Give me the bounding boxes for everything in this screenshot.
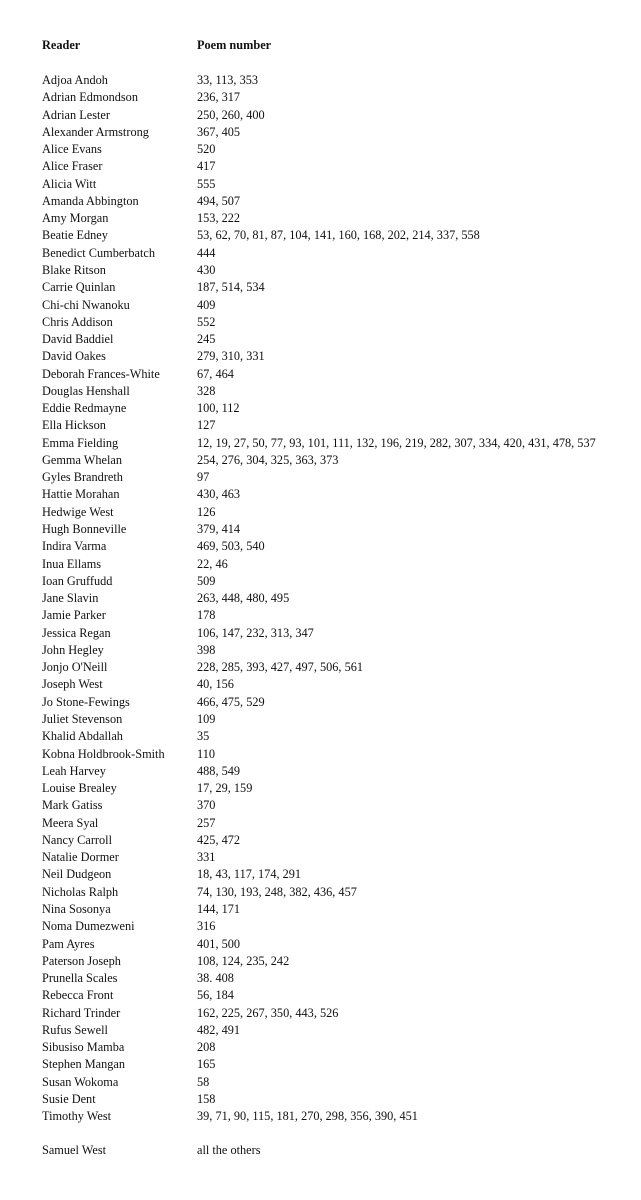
- table-row: [0, 141, 641, 158]
- poem-numbers: 250, 260, 400: [197, 107, 265, 122]
- poem-numbers: 469, 503, 540: [197, 539, 265, 554]
- reader-name: Hedwige West: [42, 504, 114, 519]
- poem-numbers: 39, 71, 90, 115, 181, 270, 298, 356, 390, 451: [197, 1109, 418, 1124]
- poem-numbers: 398: [197, 642, 216, 657]
- poem-numbers: 126: [197, 504, 216, 519]
- table-row: [0, 1005, 641, 1022]
- reader-name: Paterson Joseph: [42, 953, 121, 968]
- reader-name: Douglas Henshall: [42, 383, 130, 398]
- poem-numbers: 100, 112: [197, 401, 240, 416]
- poem-numbers: 110: [197, 746, 215, 761]
- table-row: [0, 158, 641, 175]
- reader-name: Stephen Mangan: [42, 1057, 125, 1072]
- reader-name: Susan Wokoma: [42, 1074, 119, 1089]
- reader-name: David Baddiel: [42, 332, 114, 347]
- reader-name: Kobna Holdbrook-Smith: [42, 746, 165, 761]
- poem-numbers: 409: [197, 297, 216, 312]
- table-row: [0, 901, 641, 918]
- reader-name: Nina Sosonya: [42, 901, 111, 916]
- poem-numbers: 379, 414: [197, 522, 241, 537]
- reader-name: Noma Dumezweni: [42, 919, 135, 934]
- reader-name: Susie Dent: [42, 1091, 96, 1106]
- reader-name: Ioan Gruffudd: [42, 573, 113, 588]
- table-row: [0, 815, 641, 832]
- table-row: [0, 124, 641, 141]
- table-row: [0, 417, 641, 434]
- poem-numbers: 494, 507: [197, 193, 241, 208]
- footer-reader-name: Samuel West: [42, 1143, 107, 1157]
- table-row: [0, 452, 641, 469]
- poem-numbers: 58: [197, 1074, 210, 1089]
- table-row: [0, 659, 641, 676]
- poem-numbers: 40, 156: [197, 677, 234, 692]
- poem-numbers: 236, 317: [197, 90, 241, 105]
- reader-name: Benedict Cumberbatch: [42, 245, 156, 260]
- poem-numbers: 109: [197, 711, 216, 726]
- poem-numbers: 555: [197, 176, 216, 191]
- reader-name: Blake Ritson: [42, 262, 106, 277]
- table-row: [0, 746, 641, 763]
- poem-numbers: 520: [197, 142, 216, 157]
- table-row: [0, 797, 641, 814]
- poem-numbers: 257: [197, 815, 216, 830]
- poem-numbers: 509: [197, 573, 216, 588]
- poem-numbers: 97: [197, 470, 210, 485]
- poem-numbers: 153, 222: [197, 211, 241, 226]
- poem-numbers: 158: [197, 1091, 216, 1106]
- reader-column-header: Reader: [42, 38, 81, 52]
- poem-numbers: 263, 448, 480, 495: [197, 591, 290, 606]
- table-row: [0, 590, 641, 607]
- reader-name: Jo Stone-Fewings: [42, 694, 130, 709]
- poem-numbers: 328: [197, 383, 216, 398]
- reader-name: Inua Ellams: [42, 556, 102, 571]
- poem-numbers: 482, 491: [197, 1022, 241, 1037]
- table-row: [0, 832, 641, 849]
- table-row: [0, 970, 641, 987]
- poem-numbers: 35: [197, 729, 210, 744]
- table-row: [0, 193, 641, 210]
- table-row: [0, 348, 641, 365]
- table-row: [0, 245, 641, 262]
- reader-name: Natalie Dormer: [42, 850, 119, 865]
- poem-numbers: 245: [197, 332, 216, 347]
- reader-name: Richard Trinder: [42, 1005, 121, 1020]
- table-row: [0, 1074, 641, 1091]
- reader-name: Gemma Whelan: [42, 452, 123, 467]
- reader-name: Rebecca Front: [42, 988, 114, 1003]
- table-header: [0, 37, 641, 54]
- table-row: [0, 366, 641, 383]
- table-row: [0, 469, 641, 486]
- reader-name: Indira Varma: [42, 539, 107, 554]
- poem-numbers: 367, 405: [197, 124, 241, 139]
- reader-name: Nicholas Ralph: [42, 884, 119, 899]
- poem-numbers: 22, 46: [197, 556, 228, 571]
- footer-row: [0, 1142, 641, 1159]
- reader-name: Alice Fraser: [42, 159, 103, 174]
- reader-name: Alice Evans: [42, 142, 102, 157]
- poem-numbers: 165: [197, 1057, 216, 1072]
- table-row: [0, 849, 641, 866]
- table-row: [0, 1108, 641, 1125]
- poem-numbers: 370: [197, 798, 216, 813]
- table-row: [0, 314, 641, 331]
- table-row: [0, 521, 641, 538]
- reader-name: Jonjo O'Neill: [42, 660, 108, 675]
- table-row: [0, 538, 641, 555]
- poem-numbers: 67, 464: [197, 366, 234, 381]
- reader-name: Jamie Parker: [42, 608, 106, 623]
- reader-name: Adrian Lester: [42, 107, 110, 122]
- table-row: [0, 210, 641, 227]
- table-row: [0, 89, 641, 106]
- reader-name: Hattie Morahan: [42, 487, 120, 502]
- table-row: [0, 107, 641, 124]
- poem-numbers: 228, 285, 393, 427, 497, 506, 561: [197, 660, 364, 675]
- reader-name: Hugh Bonneville: [42, 522, 127, 537]
- table-row: [0, 227, 641, 244]
- reader-name: Leah Harvey: [42, 763, 106, 778]
- reader-name: Carrie Quinlan: [42, 280, 116, 295]
- table-row: [0, 504, 641, 521]
- reader-name: Emma Fielding: [42, 435, 119, 450]
- reader-name: Adrian Edmondson: [42, 90, 138, 105]
- poem-numbers: 56, 184: [197, 988, 234, 1003]
- poem-numbers: 425, 472: [197, 832, 241, 847]
- poem-numbers: 74, 130, 193, 248, 382, 436, 457: [197, 884, 357, 899]
- poem-numbers: 401, 500: [197, 936, 241, 951]
- table-row: [0, 625, 641, 642]
- poem-numbers: 187, 514, 534: [197, 280, 265, 295]
- reader-name: Alexander Armstrong: [42, 124, 149, 139]
- table-row: [0, 642, 641, 659]
- table-row: [0, 884, 641, 901]
- reader-name: Alicia Witt: [42, 176, 97, 191]
- poem-numbers: 18, 43, 117, 174, 291: [197, 867, 302, 882]
- reader-name: Amanda Abbington: [42, 193, 139, 208]
- poem-numbers: 208: [197, 1040, 216, 1055]
- reader-name: Beatie Edney: [42, 228, 108, 243]
- reader-name: Khalid Abdallah: [42, 729, 123, 744]
- poem-numbers: 430: [197, 262, 216, 277]
- reader-name: Eddie Redmayne: [42, 401, 127, 416]
- reader-name: Jessica Regan: [42, 625, 111, 640]
- table-row: [0, 780, 641, 797]
- poem-numbers: 53, 62, 70, 81, 87, 104, 141, 160, 168, 202, 214, 337, 558: [197, 228, 480, 243]
- reader-name: Amy Morgan: [42, 211, 109, 226]
- poem-numbers: 466, 475, 529: [197, 694, 265, 709]
- reader-name: Juliet Stevenson: [42, 711, 123, 726]
- table-row: [0, 176, 641, 193]
- poem-numbers: 38. 408: [197, 971, 234, 986]
- reader-name: Pam Ayres: [42, 936, 95, 951]
- poem-numbers: 127: [197, 418, 216, 433]
- table-row: [0, 1039, 641, 1056]
- reader-name: Louise Brealey: [42, 781, 117, 796]
- table-row: [0, 400, 641, 417]
- poem-numbers: 144, 171: [197, 901, 241, 916]
- table-row: [0, 486, 641, 503]
- reader-name: Gyles Brandreth: [42, 470, 123, 485]
- table-row: [0, 676, 641, 693]
- table-row: [0, 262, 641, 279]
- reader-name: Mark Gatiss: [42, 798, 103, 813]
- reader-name: Deborah Frances-White: [42, 366, 160, 381]
- poem-numbers: 106, 147, 232, 313, 347: [197, 625, 314, 640]
- reader-name: Adjoa Andoh: [42, 73, 108, 87]
- reader-name: Meera Syal: [42, 815, 99, 830]
- table-row: [0, 866, 641, 883]
- table-row: [0, 694, 641, 711]
- reader-name: David Oakes: [42, 349, 106, 364]
- table-row: [0, 435, 641, 452]
- poem-numbers: 254, 276, 304, 325, 363, 373: [197, 452, 339, 467]
- poem-numbers: 162, 225, 267, 350, 443, 526: [197, 1005, 339, 1020]
- table-row: [0, 297, 641, 314]
- reader-name: Neil Dudgeon: [42, 867, 112, 882]
- table-row: [0, 607, 641, 624]
- table-row: [0, 279, 641, 296]
- reader-name: Sibusiso Mamba: [42, 1040, 125, 1055]
- poem-numbers: 331: [197, 850, 216, 865]
- reader-name: Jane Slavin: [42, 591, 99, 606]
- reader-name: Chi-chi Nwanoku: [42, 297, 130, 312]
- poem-numbers: 17, 29, 159: [197, 781, 253, 796]
- table-row: [0, 573, 641, 590]
- table-row: [0, 711, 641, 728]
- table-row: [0, 987, 641, 1004]
- poem-numbers: 108, 124, 235, 242: [197, 953, 290, 968]
- poem-numbers: 33, 113, 353: [197, 73, 259, 87]
- table-row: [0, 918, 641, 935]
- table-row: [0, 331, 641, 348]
- table-row: [0, 1091, 641, 1108]
- table-row: [0, 72, 641, 89]
- poem-numbers: 12, 19, 27, 50, 77, 93, 101, 111, 132, 196, 219, 282, 307, 334, 420, 431, 478, 537: [197, 435, 596, 450]
- table-row: [0, 936, 641, 953]
- reader-name: Ella Hickson: [42, 418, 106, 433]
- reader-name: Joseph West: [42, 677, 103, 692]
- reader-name: Prunella Scales: [42, 971, 118, 986]
- poem-numbers: 488, 549: [197, 763, 241, 778]
- table-row: [0, 953, 641, 970]
- table-row: [0, 556, 641, 573]
- table-row: [0, 728, 641, 745]
- poem-numbers: 279, 310, 331: [197, 349, 265, 364]
- table-row: [0, 1056, 641, 1073]
- reader-name: John Hegley: [42, 642, 104, 657]
- reader-name: Nancy Carroll: [42, 832, 112, 847]
- poem-numbers: 444: [197, 245, 216, 260]
- table-row: [0, 383, 641, 400]
- poem-numbers: 316: [197, 919, 216, 934]
- poem-numbers: 178: [197, 608, 216, 623]
- reader-name: Rufus Sewell: [42, 1022, 108, 1037]
- table-row: [0, 1022, 641, 1039]
- reader-name: Timothy West: [42, 1109, 112, 1124]
- poem-numbers: 417: [197, 159, 216, 174]
- table-row: [0, 763, 641, 780]
- reader-name: Chris Addison: [42, 314, 113, 329]
- footer-poem-numbers: all the others: [197, 1143, 261, 1157]
- poem-numbers: 552: [197, 314, 216, 329]
- poem-number-column-header: Poem number: [197, 38, 272, 52]
- poem-numbers: 430, 463: [197, 487, 241, 502]
